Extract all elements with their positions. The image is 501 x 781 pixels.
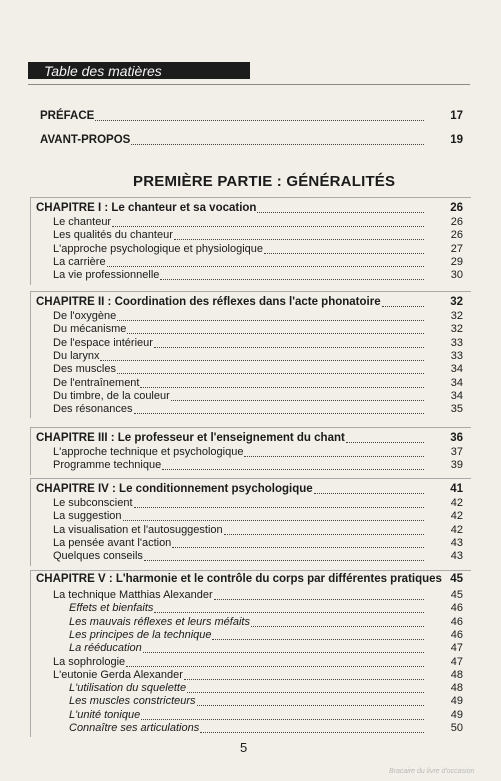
toc-entry-page: 33 [450,349,463,362]
dot-leader [244,444,424,457]
toc-entry [53,457,463,472]
dot-leader [123,508,425,521]
header-rule [28,84,470,85]
toc-entry [53,548,463,563]
dot-leader [144,548,424,561]
toc-entry-label: Le subconscient [53,497,133,509]
toc-entry-page: 48 [450,668,463,681]
toc-subentry-page: 46 [450,628,463,641]
toc-subentry-label: La rééducation [69,642,142,655]
toc-entry-label: L'approche psychologique et physiologique [53,242,264,255]
toc-entry-label: La technique Matthias Alexander [53,589,213,601]
page-number: 5 [240,740,248,755]
toc-subentry-page: 49 [450,695,463,708]
dot-leader [257,200,424,213]
dot-leader [184,667,424,680]
dot-leader [187,680,424,693]
toc-subentry-page: 49 [450,708,463,721]
toc-entry-page: 34 [450,363,463,376]
dot-leader [141,707,424,720]
dot-leader [117,308,424,321]
dot-leader [127,321,424,334]
toc-subentry-label: Les mauvais réflexes et leurs méfaits [69,615,250,628]
toc-subentry-label: L'unité tonique [69,708,141,721]
chapter-heading-label: CHAPITRE V : L'harmonie et le contrôle du corps par différentes pratiques [36,573,442,585]
toc-entry-page: 29 [450,255,463,268]
front-entry-preface-page: 17 [450,110,463,122]
toc-subentry-label: Effets et bienfaits [69,602,154,615]
toc-entry-label: L'eutonie Gerda Alexander [53,668,183,681]
dot-leader [143,640,424,653]
toc-entry-label: Du larynx [53,349,100,362]
chapter-heading [36,430,463,445]
toc-entry-page: 33 [450,336,463,349]
front-entry-preface [40,108,463,123]
toc-entry-page: 42 [450,510,463,523]
chapter-heading-page: 36 [450,432,463,444]
toc-entry-label: Des résonances [53,403,133,416]
toc-entry-label: Du timbre, de la couleur [53,389,170,402]
chapter-heading-page: 26 [450,202,463,214]
chapter-heading-label: CHAPITRE IV : Le conditionnement psychologique [36,483,313,495]
toc-entry-label: La sophrologie [53,655,126,668]
chapter-heading-label: CHAPITRE I : Le chanteur et sa vocation [36,202,257,214]
dot-leader [107,254,424,267]
toc-entry-label: De l'entraînement [53,376,140,389]
toc-entry-page: 43 [450,550,463,563]
dot-leader [112,214,424,227]
watermark: Bracaire du livre d'occasion [389,768,475,775]
dot-leader [174,227,424,240]
toc-subentry-page: 46 [450,615,463,628]
toc-entry [53,267,463,282]
dot-leader [200,720,424,733]
dot-leader [160,267,424,280]
toc-entry-label: La suggestion [53,510,122,523]
toc-entry-label: De l'oxygène [53,310,117,322]
chapter-heading [36,200,463,215]
front-entry-avant-propos-label: AVANT-PROPOS [40,134,131,146]
front-entry-avant-propos-page: 19 [450,134,463,146]
toc-subentry-label: Les muscles constricteurs [69,695,196,708]
toc-entry-page: 34 [450,389,463,402]
toc-entry-page: 37 [450,446,463,458]
chapter-heading-label: CHAPITRE II : Coordination des réflexes dans l'acte phonatoire [36,296,381,308]
toc-entry-page: 27 [450,242,463,255]
dot-leader [140,375,424,388]
toc-entry-page: 42 [450,523,463,536]
toc-subentry [69,720,463,735]
dot-leader [251,614,424,627]
dot-leader [314,481,424,494]
chapter-heading [36,294,463,309]
toc-entry-page: 32 [450,310,463,322]
dot-leader [134,401,425,414]
toc-entry-page: 45 [450,589,463,601]
dot-leader [171,388,424,401]
toc-entry-label: Le chanteur [53,216,112,228]
dot-leader [117,361,424,374]
dot-leader [154,600,424,613]
dot-leader [162,457,424,470]
toc-header-title: Table des matières [44,63,162,79]
toc-entry-page: 42 [450,497,463,509]
toc-entry-label: La vie professionnelle [53,269,160,282]
toc-entry-page: 43 [450,536,463,549]
chapter-heading [36,573,463,586]
toc-subentry-page: 50 [450,722,463,734]
toc-entry [53,401,463,416]
toc-entry-label: Programme technique [53,459,162,472]
dot-leader [212,627,424,640]
toc-entry-page: 39 [450,459,463,472]
chapter-heading-page: 32 [450,296,463,308]
chapter-heading-page: 41 [450,483,463,495]
toc-entry-page: 35 [450,403,463,416]
toc-entry-page: 32 [450,323,463,336]
toc-entry-page: 47 [450,655,463,668]
dot-leader [154,335,424,348]
toc-entry-page: 30 [450,269,463,282]
toc-entry-page: 34 [450,376,463,389]
dot-leader [172,535,424,548]
toc-subentry-label: Les principes de la technique [69,628,212,641]
toc-entry-label: Les qualités du chanteur [53,229,173,242]
dot-leader [224,522,424,535]
chapter-heading [36,481,463,496]
toc-subentry-page: 46 [450,602,463,615]
dot-leader [197,693,424,706]
toc-entry-label: La visualisation et l'autosuggestion [53,523,223,536]
dot-leader [134,495,425,508]
toc-entry-label: L'approche technique et psychologique [53,446,244,458]
toc-entry-label: Des muscles [53,363,116,376]
toc-entry-label: De l'espace intérieur [53,336,153,349]
dot-leader [214,587,424,600]
toc-entry-label: La pensée avant l'action [53,536,172,549]
toc-entry-label: Du mécanisme [53,323,127,336]
toc-entry-label: La carrière [53,255,106,268]
chapter-heading-page: 45 [450,573,463,585]
toc-entry-label: Quelques conseils [53,550,143,563]
toc-entry-page: 26 [450,229,463,242]
dot-leader [95,108,424,121]
dot-leader [382,294,424,307]
dot-leader [126,654,424,667]
toc-entry-page: 26 [450,216,463,228]
dot-leader [100,348,424,361]
part-title: PREMIÈRE PARTIE : GÉNÉRALITÉS [133,173,396,190]
toc-subentry-page: 47 [450,642,463,655]
dot-leader [131,132,424,145]
chapter-heading-label: CHAPITRE III : Le professeur et l'enseignement du chant [36,432,345,444]
front-entry-preface-label: PRÉFACE [40,110,95,122]
dot-leader [346,430,424,443]
dot-leader [264,241,424,254]
toc-subentry-label: L'utilisation du squelette [69,682,187,695]
toc-subentry-page: 48 [450,682,463,695]
front-entry-avant-propos [40,132,463,147]
toc-subentry-label: Connaître ses articulations [69,722,200,734]
